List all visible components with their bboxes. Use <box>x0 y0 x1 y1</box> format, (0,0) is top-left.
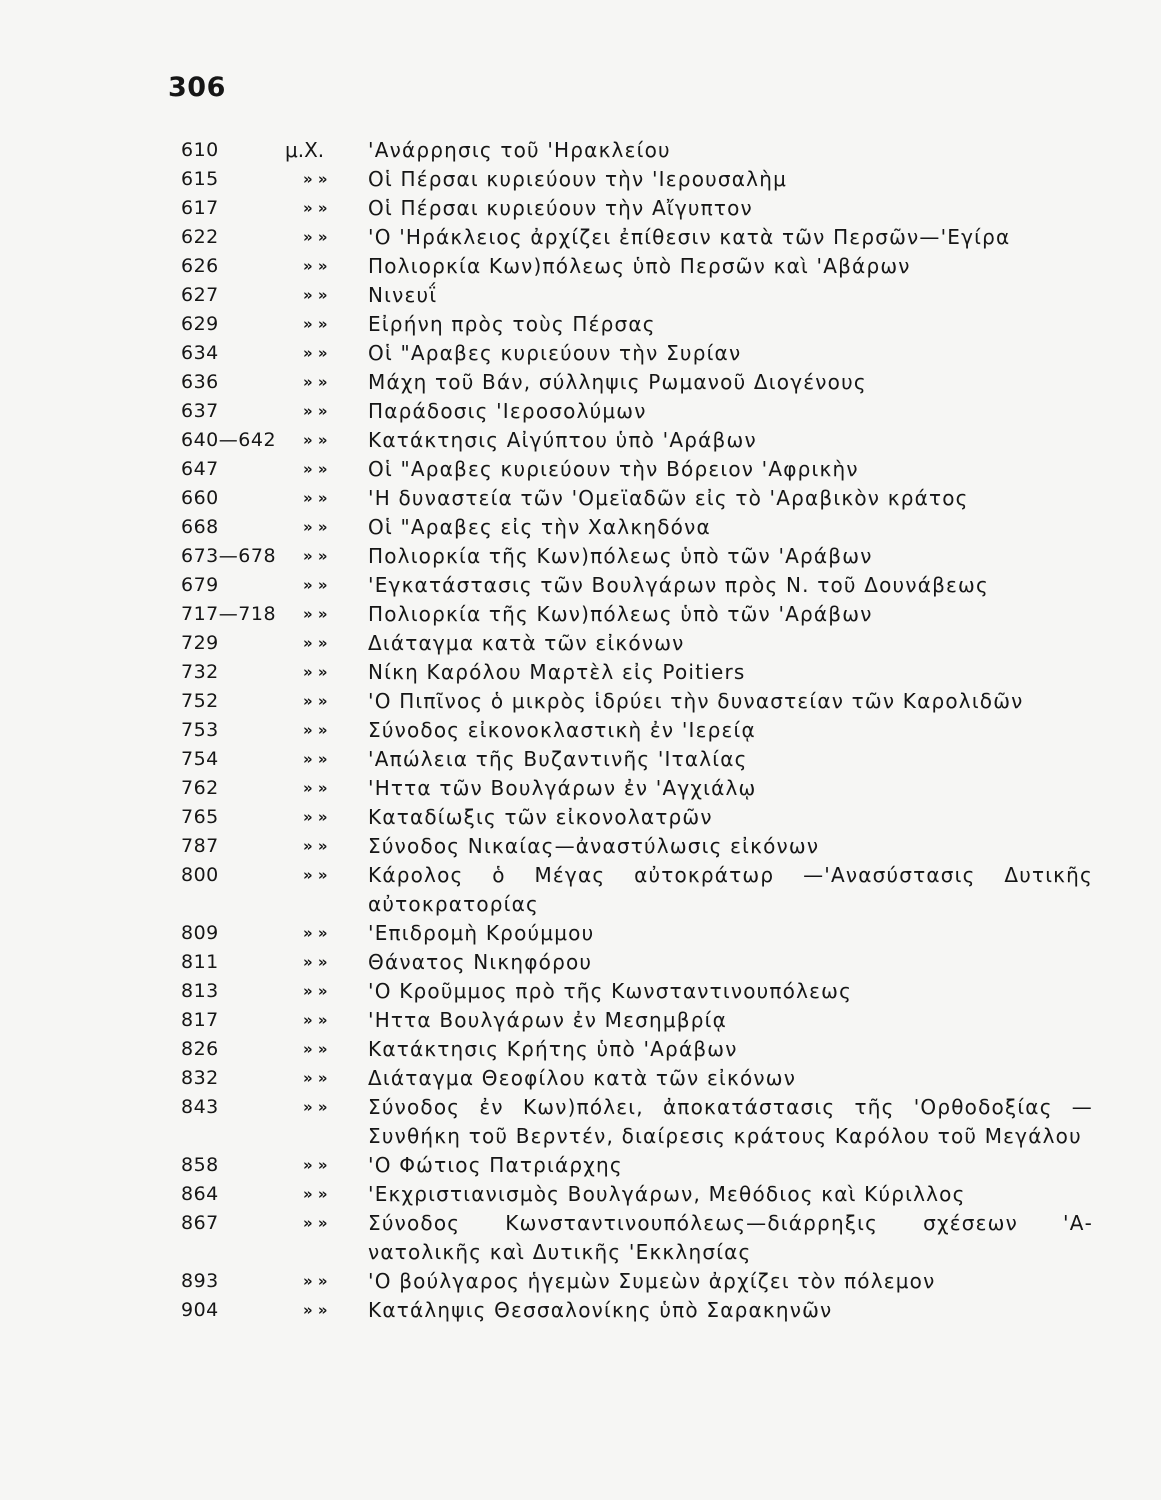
entry-year: 679 <box>181 574 219 596</box>
entry-year: 864 <box>181 1183 219 1205</box>
entry-event: 'Ο βούλγαρος ἡγεμὼν Συμεὼν ἀρχίζει τὸν πόλεμον <box>368 1269 936 1293</box>
ditto-marker: » » <box>303 199 328 217</box>
entry-event: Κατάληψις Θεσσαλονίκης ὑπὸ Σαρακηνῶν <box>368 1298 833 1322</box>
chronology-entry <box>0 687 1161 716</box>
entry-event: Σύνοδος εἰκονοκλαστικὴ ἐν 'Ιερείᾳ <box>368 718 756 742</box>
entry-year: 754 <box>181 748 219 770</box>
entry-event: Οἱ "Αραβες κυριεύουν τὴν Βόρειον 'Αφρικὴν <box>368 457 859 481</box>
entry-event: Κάρολος ὁ Μέγας αὐτοκράτωρ —'Ανασύστασις Δυτικῆς αὐτοκρατορίας <box>368 863 1093 916</box>
entry-year: 817 <box>181 1009 219 1031</box>
entry-event: 'Εκχριστιανισμὸς Βουλγάρων, Μεθόδιος καὶ Κύριλλος <box>368 1182 966 1206</box>
chronology-entry <box>0 658 1161 687</box>
ditto-marker: » » <box>303 344 328 362</box>
entry-event: Οἱ "Αραβες εἰς τὴν Χαλκηδόνα <box>368 515 711 539</box>
ditto-marker: » » <box>303 547 328 565</box>
entry-event: Οἱ Πέρσαι κυριεύουν τὴν Αἴγυπτον <box>368 196 753 220</box>
chronology-entry <box>0 426 1161 455</box>
chronology-entry <box>0 397 1161 426</box>
entry-event: Σύνοδος Κωνσταντινουπόλεως—διάρρηξις σχέσεων 'Α-νατολικῆς καὶ Δυτικῆς 'Εκκλησίας <box>368 1211 1093 1264</box>
entry-year: 660 <box>181 487 219 509</box>
entry-event: Πολιορκία Κων)πόλεως ὑπὸ Περσῶν καὶ 'Αβάρων <box>368 254 911 278</box>
ditto-marker: » » <box>303 866 328 884</box>
entry-event: Πολιορκία τῆς Κων)πόλεως ὑπὸ τῶν 'Αράβων <box>368 602 873 626</box>
entry-year: 610 <box>181 139 219 161</box>
ditto-marker: » » <box>303 750 328 768</box>
entry-year: 673—678 <box>181 545 277 567</box>
entry-event: 'Ο Φώτιος Πατριάρχης <box>368 1153 623 1177</box>
chronology-entry <box>0 1267 1161 1296</box>
entry-year: 858 <box>181 1154 219 1176</box>
chronology-entry <box>0 1064 1161 1093</box>
entry-year: 762 <box>181 777 219 799</box>
entry-year: 668 <box>181 516 219 538</box>
entry-year: 765 <box>181 806 219 828</box>
entry-year: 893 <box>181 1270 219 1292</box>
chronology-entry <box>0 1151 1161 1180</box>
entry-year: 732 <box>181 661 219 683</box>
entry-year: 647 <box>181 458 219 480</box>
entry-event: Σύνοδος Νικαίας—ἀναστύλωσις εἰκόνων <box>368 834 820 858</box>
ditto-marker: » » <box>303 489 328 507</box>
entry-year: 753 <box>181 719 219 741</box>
entry-year: 826 <box>181 1038 219 1060</box>
chronology-entry <box>0 368 1161 397</box>
ditto-marker: » » <box>303 837 328 855</box>
chronology-entry <box>0 1296 1161 1325</box>
entry-year: 809 <box>181 922 219 944</box>
entry-event: Εἰρήνη πρὸς τοὺς Πέρσας <box>368 312 656 336</box>
ditto-marker: » » <box>303 1214 328 1232</box>
ditto-marker: » » <box>303 402 328 420</box>
chronology-entry <box>0 1035 1161 1064</box>
era-marker: μ.Χ. <box>285 138 325 162</box>
chronology-entry <box>0 165 1161 194</box>
chronology-entry <box>0 310 1161 339</box>
entry-event: Νινευΐ <box>368 283 438 307</box>
ditto-marker: » » <box>303 1040 328 1058</box>
ditto-marker: » » <box>303 1069 328 1087</box>
chronology-entry <box>0 1180 1161 1209</box>
ditto-marker: » » <box>303 257 328 275</box>
entry-year: 626 <box>181 255 219 277</box>
chronology-entry <box>0 803 1161 832</box>
entry-year: 904 <box>181 1299 219 1321</box>
ditto-marker: » » <box>303 982 328 1000</box>
entry-event: Κατάκτησις Αἰγύπτου ὑπὸ 'Αράβων <box>368 428 757 452</box>
chronology-entry <box>0 600 1161 629</box>
entry-event: Οἱ Πέρσαι κυριεύουν τὴν 'Ιερουσαλὴμ <box>368 167 787 191</box>
entry-year: 629 <box>181 313 219 335</box>
entry-event: Οἱ "Αραβες κυριεύουν τὴν Συρίαν <box>368 341 742 365</box>
chronology-list <box>0 136 1161 1325</box>
ditto-marker: » » <box>303 1272 328 1290</box>
chronology-entry <box>0 339 1161 368</box>
entry-event: Διάταγμα Θεοφίλου κατὰ τῶν εἰκόνων <box>368 1066 797 1090</box>
entry-year: 615 <box>181 168 219 190</box>
entry-event: 'Ο Κροῦμμος πρὸ τῆς Κωνσταντινουπόλεως <box>368 979 853 1003</box>
entry-year: 637 <box>181 400 219 422</box>
entry-event: 'Ο 'Ηράκλειος ἀρχίζει ἐπίθεσιν κατὰ τῶν Περσῶν—'Εγίρα <box>368 225 1011 249</box>
chronology-entry <box>0 542 1161 571</box>
entry-event: 'Επιδρομὴ Κρούμμου <box>368 921 595 945</box>
entry-year: 867 <box>181 1212 219 1234</box>
chronology-entry <box>0 745 1161 774</box>
chronology-entry <box>0 832 1161 861</box>
ditto-marker: » » <box>303 315 328 333</box>
entry-year: 800 <box>181 864 219 886</box>
entry-year: 813 <box>181 980 219 1002</box>
chronology-entry <box>0 774 1161 803</box>
chronology-entry <box>0 629 1161 658</box>
chronology-entry <box>0 252 1161 281</box>
entry-year: 752 <box>181 690 219 712</box>
chronology-entry <box>0 1006 1161 1035</box>
ditto-marker: » » <box>303 808 328 826</box>
chronology-entry <box>0 455 1161 484</box>
ditto-marker: » » <box>303 1301 328 1319</box>
ditto-marker: » » <box>303 373 328 391</box>
ditto-marker: » » <box>303 605 328 623</box>
entry-year: 636 <box>181 371 219 393</box>
chronology-entry <box>0 948 1161 977</box>
entry-event: Σύνοδος ἐν Κων)πόλει, ἀποκατάστασις τῆς 'Ορθοδοξίας —Συνθήκη τοῦ Βερντέν, διαίρεσις κράτους Καρόλου τοῦ Μεγάλου <box>368 1095 1093 1148</box>
ditto-marker: » » <box>303 1098 328 1116</box>
entry-event: Μάχη τοῦ Βάν, σύλληψις Ρωμανοῦ Διογένους <box>368 370 867 394</box>
entry-event: 'Εγκατάστασις τῶν Βουλγάρων πρὸς Ν. τοῦ Δουνάβεως <box>368 573 989 597</box>
entry-year: 832 <box>181 1067 219 1089</box>
entry-year: 843 <box>181 1096 219 1118</box>
ditto-marker: » » <box>303 779 328 797</box>
chronology-entry <box>0 861 1161 919</box>
entry-year: 617 <box>181 197 219 219</box>
page-number: 306 <box>168 72 226 103</box>
chronology-entry <box>0 919 1161 948</box>
ditto-marker: » » <box>303 460 328 478</box>
chronology-entry <box>0 513 1161 542</box>
entry-event: Θάνατος Νικηφόρου <box>368 950 593 974</box>
entry-event: Κατάκτησις Κρήτης ὑπὸ 'Αράβων <box>368 1037 738 1061</box>
chronology-entry <box>0 977 1161 1006</box>
chronology-entry <box>0 136 1161 165</box>
entry-year: 622 <box>181 226 219 248</box>
entry-event: Νίκη Καρόλου Μαρτὲλ εἰς Poitiers <box>368 660 746 684</box>
ditto-marker: » » <box>303 518 328 536</box>
entry-year: 640—642 <box>181 429 277 451</box>
entry-year: 811 <box>181 951 219 973</box>
ditto-marker: » » <box>303 721 328 739</box>
entry-year: 717—718 <box>181 603 277 625</box>
ditto-marker: » » <box>303 576 328 594</box>
entry-event: Πολιορκία τῆς Κων)πόλεως ὑπὸ τῶν 'Αράβων <box>368 544 873 568</box>
ditto-marker: » » <box>303 663 328 681</box>
ditto-marker: » » <box>303 228 328 246</box>
chronology-entry <box>0 194 1161 223</box>
chronology-entry <box>0 223 1161 252</box>
chronology-entry <box>0 1093 1161 1151</box>
ditto-marker: » » <box>303 692 328 710</box>
ditto-marker: » » <box>303 1011 328 1029</box>
entry-event: Διάταγμα κατὰ τῶν εἰκόνων <box>368 631 685 655</box>
chronology-entry <box>0 571 1161 600</box>
entry-event: 'Απώλεια τῆς Βυζαντινῆς 'Ιταλίας <box>368 747 748 771</box>
entry-year: 729 <box>181 632 219 654</box>
entry-year: 627 <box>181 284 219 306</box>
chronology-entry <box>0 484 1161 513</box>
chronology-entry <box>0 716 1161 745</box>
ditto-marker: » » <box>303 634 328 652</box>
entry-event: Παράδοσις 'Ιεροσολύμων <box>368 399 647 423</box>
ditto-marker: » » <box>303 953 328 971</box>
ditto-marker: » » <box>303 431 328 449</box>
ditto-marker: » » <box>303 286 328 304</box>
entry-year: 634 <box>181 342 219 364</box>
entry-event: Καταδίωξις τῶν εἰκονολατρῶν <box>368 805 713 829</box>
entry-event: 'Ανάρρησις τοῦ 'Ηρακλείου <box>368 138 671 162</box>
ditto-marker: » » <box>303 170 328 188</box>
ditto-marker: » » <box>303 1185 328 1203</box>
entry-event: 'Ηττα τῶν Βουλγάρων ἐν 'Αγχιάλῳ <box>368 776 757 800</box>
ditto-marker: » » <box>303 1156 328 1174</box>
chronology-entry <box>0 281 1161 310</box>
entry-year: 787 <box>181 835 219 857</box>
chronology-entry <box>0 1209 1161 1267</box>
entry-event: 'Ο Πιπῖνος ὁ μικρὸς ἱδρύει τὴν δυναστείαν τῶν Καρολιδῶν <box>368 689 1024 713</box>
entry-event: 'Ηττα Βουλγάρων ἐν Μεσημβρίᾳ <box>368 1008 728 1032</box>
entry-event: 'Η δυναστεία τῶν 'Ομεϊαδῶν εἰς τὸ 'Αραβικὸν κράτος <box>368 486 969 510</box>
ditto-marker: » » <box>303 924 328 942</box>
